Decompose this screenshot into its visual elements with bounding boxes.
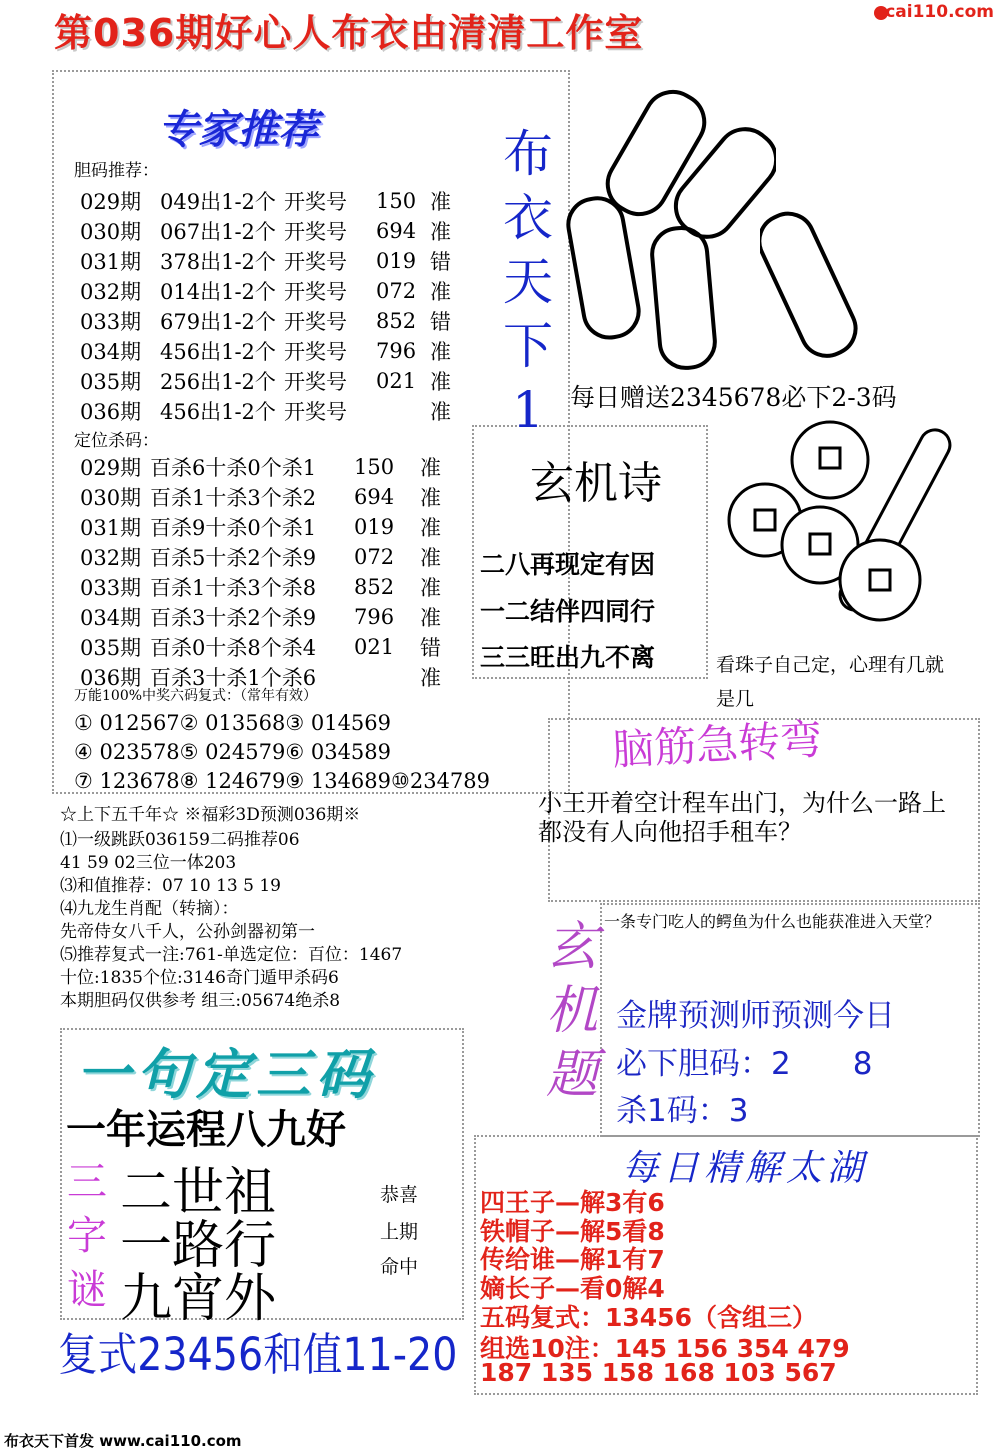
gold-line: 必下胆码：2 8 [616, 1046, 873, 1082]
riddle-line: 一路行 [120, 1216, 277, 1276]
table-row: 029期 049出1-2个 开奖号 150 准 [80, 189, 451, 214]
brain-teaser-question: 小王开着空计程车出门，为什么一路上都没有人向他招手租车？ [538, 789, 946, 846]
site-link[interactable]: cai110.com [885, 2, 994, 22]
danma-table [80, 186, 451, 426]
history-line: ⑴一级跳跃036159二码推荐06 [60, 830, 300, 850]
taihu-line: 铁帽子—解5看8 [480, 1217, 665, 1246]
congrats-text: 恭喜 [380, 1184, 419, 1206]
table-row: 034期 456出1-2个 开奖号 796 准 [80, 339, 451, 364]
table-row: 036期 456出1-2个 开奖号 准 [80, 400, 451, 424]
table-row: 031期 378出1-2个 开奖号 019 错 [80, 249, 451, 274]
kill-table [80, 452, 441, 692]
history-line: ⑷九龙生肖配（转摘）： [60, 899, 239, 919]
poem-note: 看珠子自己定，心理有几就是几 [716, 654, 945, 710]
coins-illustration [720, 420, 960, 630]
history-line: 十位:1835个位:3146奇门遁甲杀码6 [60, 968, 339, 988]
table-row: 036期 百杀3十杀1个杀6 准 [80, 666, 441, 690]
history-line: 本期胆码仅供参考 组三:05674绝杀8 [60, 991, 341, 1011]
poem-title: 玄机诗 [530, 458, 662, 509]
gold-line: 杀1码：3 [616, 1093, 749, 1129]
table-row: 033期 679出1-2个 开奖号 852 错 [80, 309, 451, 334]
brain-teaser-title: 脑筋急转弯 [610, 714, 824, 775]
history-line: 先帝侍女八千人，公孙剑器初第一 [60, 922, 315, 942]
riddle-line: 二世祖 [120, 1163, 277, 1223]
danma-label: 胆码推荐： [74, 161, 159, 181]
taihu-title: 每日精解太湖 [622, 1148, 869, 1189]
poem-line: 一二结伴四同行 [480, 597, 656, 626]
combo-table [74, 708, 490, 795]
taihu-line: 四王子—解3有6 [480, 1188, 665, 1217]
table-row: 034期 百杀3十杀2个杀9 796 准 [80, 605, 441, 630]
onesentence-line: 一年运程八九好 [66, 1107, 346, 1153]
table-row: 032期 百杀5十杀2个杀9 072 准 [80, 545, 441, 570]
taihu-line: 187 135 158 168 103 567 [480, 1358, 837, 1387]
table-row: 033期 百杀1十杀3个杀8 852 准 [80, 575, 441, 600]
history-line: ⑸推荐复式一注:761-单选定位：百位：1467 [60, 945, 403, 965]
table-row: ① 012567 ② 013568 ③ 014569 [74, 710, 392, 735]
table-row: ⑦ 123678 ⑧ 124679 ⑨ 134689 ⑩234789 [74, 768, 491, 793]
table-row: 030期 067出1-2个 开奖号 694 准 [80, 219, 451, 244]
taihu-line: 组选10注：145 156 354 479 [480, 1334, 850, 1363]
history-line: ☆上下五千年☆ ※福彩3D预测036期※ [60, 805, 361, 825]
congrats-text: 上期 [380, 1221, 419, 1243]
table-row: ④ 023578 ⑤ 024579 ⑥ 034589 [74, 739, 392, 764]
history-line: 41 59 02三位一体203 [60, 853, 237, 873]
history-line: ⑶和值推荐：07 10 13 5 19 [60, 876, 281, 896]
table-row: 035期 百杀0十杀8个杀4 021 错 [80, 635, 441, 660]
three-char-riddle-label: 三 字 谜 [67, 1159, 107, 1313]
abacus-beads-illustration-2 [760, 200, 870, 370]
onesentence-title: 一句定三码 [76, 1042, 376, 1106]
footer-credit: 布衣天下首发 www.cai110.com [4, 1432, 242, 1450]
fushi-summary: 复式23456和值11-20 [58, 1328, 458, 1381]
table-row: 032期 014出1-2个 开奖号 072 准 [80, 279, 451, 304]
kill-label: 定位杀码： [74, 431, 159, 451]
table-row: 035期 256出1-2个 开奖号 021 准 [80, 369, 451, 394]
table-row: 029期 百杀6十杀0个杀1 150 准 [80, 455, 441, 480]
poem-line: 三三旺出九不离 [480, 643, 656, 672]
daily-gift-text: 每日赠送2345678必下2-3码 [570, 383, 897, 412]
buyi-vertical-title: 布 衣 天 下 1 [503, 125, 553, 439]
taihu-line: 传给谁—解1有7 [480, 1245, 665, 1274]
xuanji-vertical-title: 玄 机 题 [545, 917, 598, 1105]
expert-title: 专家推荐 [158, 107, 318, 153]
table-row: 031期 百杀9十杀0个杀1 019 准 [80, 515, 441, 540]
congrats-text: 命中 [380, 1256, 419, 1278]
xuanji-question: 一条专门吃人的鳄鱼为什么也能获准进入天堂？ [604, 912, 941, 931]
poem-line: 二八再现定有因 [480, 550, 656, 579]
combo-label: 万能100%中奖六码复式：（常年有效） [74, 688, 318, 704]
page-title: 第036期好心人布衣由清清工作室 [54, 11, 644, 55]
abacus-beads-illustration [566, 68, 776, 378]
taihu-line: 嫡长子—看0解4 [480, 1274, 665, 1303]
taihu-line: 五码复式：13456（含组三） [480, 1303, 817, 1332]
riddle-line: 九宵外 [120, 1269, 277, 1329]
gold-line: 金牌预测师预测今日 [616, 998, 895, 1034]
table-row: 030期 百杀1十杀3个杀2 694 准 [80, 485, 441, 510]
